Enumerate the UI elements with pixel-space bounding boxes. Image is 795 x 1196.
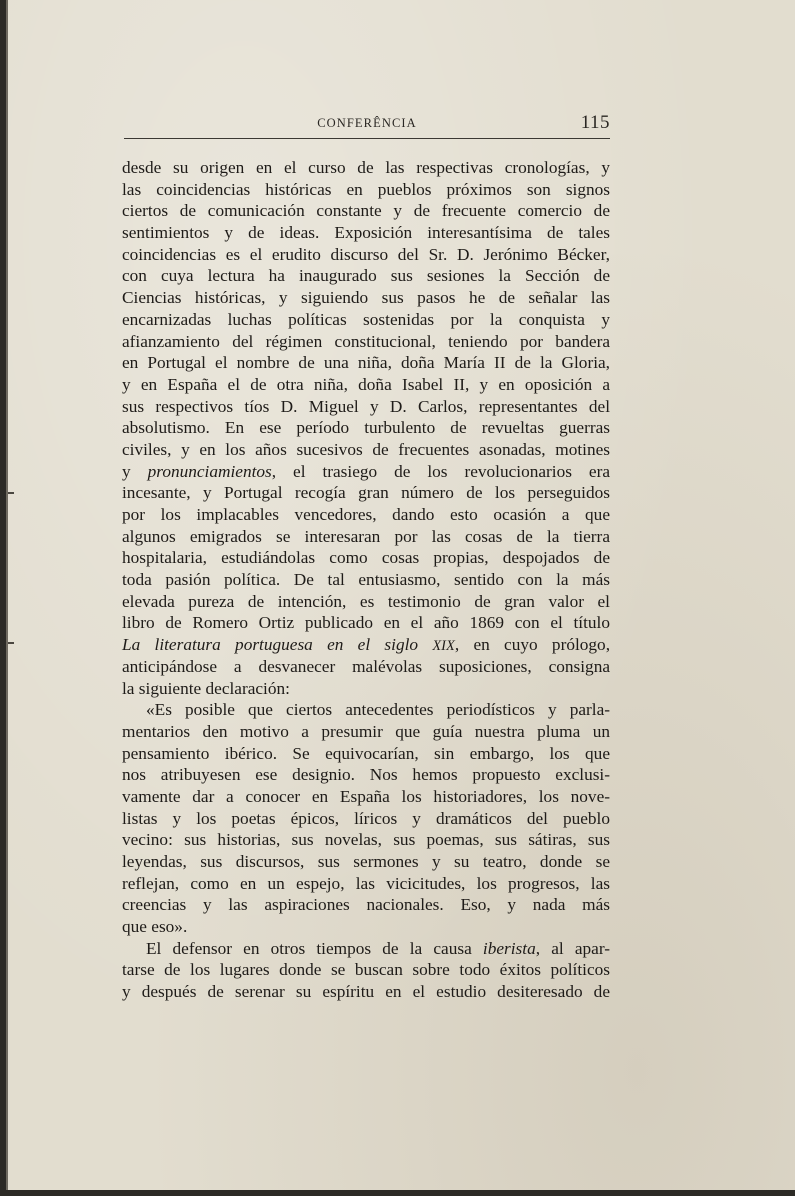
text-line: Ciencias históricas, y siguiendo sus pasos he de señalar las — [122, 288, 610, 308]
text-line: coincidencias es el erudito discurso del Sr. D. Jerónimo Bécker, — [122, 244, 610, 264]
quote-line: «Es posible que ciertos antecedentes periodísticos y parla- — [146, 700, 610, 720]
text-line: civiles, y en los años sucesivos de frecuentes asonadas, motines — [122, 439, 610, 459]
text-run: El defensor en otros tiempos de la causa — [146, 938, 483, 958]
quote-line: vamente dar a conocer en España los historiadores, los nove- — [122, 786, 610, 806]
text-line: en Portugal el nombre de una niña, doña María II de la Gloria, — [122, 353, 610, 373]
italic-term: pronunciamientos — [147, 461, 272, 481]
text-line — [122, 461, 610, 483]
quote-line: pensamiento ibérico. Se equivocarían, sin embargo, los que — [122, 743, 610, 763]
text-line: libro de Romero Ortiz publicado en el año 1869 con el título — [122, 613, 610, 633]
text-line: toda pasión política. De tal entusiasmo, sentido con la más — [122, 570, 610, 590]
text-line: por los implacables vencedores, dando esto ocasión a que — [122, 505, 610, 524]
quote-line: mentarios den motivo a presumir que guía nuestra pluma un — [122, 721, 610, 741]
text-line: sus respectivos tíos D. Miguel y D. Carlos, representantes del — [122, 396, 610, 416]
quote-line: creencias y las aspiraciones nacionales. Eso, y nada más — [122, 895, 610, 915]
quote-line: nos atribuyesen ese designio. Nos hemos propuesto exclusi- — [122, 765, 610, 785]
quote-line: vecino: sus historias, sus novelas, sus poemas, sus sátiras, sus — [122, 830, 610, 850]
quote-line: que eso». — [122, 917, 188, 937]
text-line: desde su origen en el curso de las respectivas cronologías, y — [122, 158, 610, 177]
text-line: afianzamiento del régimen constitucional, teniendo por bandera — [122, 331, 610, 351]
running-header — [124, 112, 610, 139]
text-line — [122, 634, 610, 656]
text-run: , en cuyo prólogo, — [454, 635, 611, 655]
text-line: y después de serenar su espíritu en el estudio desiteresado de — [122, 982, 610, 1002]
text-line: las coincidencias históricas en pueblos próximos son signos — [122, 179, 610, 199]
text-line: ciertos de comunicación constante y de frecuente comercio de — [122, 201, 610, 221]
text-line: con cuya lectura ha inaugurado sus sesiones la Sección de — [122, 266, 610, 286]
text-line: hospitalaria, estudiándolas como cosas propias, despojados de — [122, 548, 610, 568]
text-line: sentimientos y de ideas. Exposición interesantísima de tales — [122, 223, 610, 243]
book-title: La literatura portuguesa en el siglo — [122, 635, 433, 655]
quote-line: leyendas, sus discursos, sus sermones y su teatro, donde se — [122, 852, 610, 871]
scan-bottom-edge — [0, 1190, 795, 1196]
century-numeral: XIX — [432, 638, 455, 655]
italic-term: iberista — [482, 938, 536, 958]
quote-line: listas y los poetas épicos, líricos y dramáticos del pueblo — [122, 808, 610, 828]
text-line: algunos emigrados se interesaran por las cosas de la tierra — [122, 526, 610, 546]
text-line: y en España el de otra niña, doña Isabel II, y en oposición a — [122, 374, 610, 394]
text-run: y — [122, 461, 148, 481]
text-run: , el trasiego de los revolucionarios era — [271, 461, 610, 481]
margin-tick-mark — [8, 642, 14, 644]
quote-line: reflejan, como en un espejo, las vicicitudes, los progresos, las — [122, 873, 610, 893]
text-line: la siguiente declaración: — [122, 678, 290, 698]
page-number: 115 — [580, 112, 610, 133]
text-line: tarse de los lugares donde se buscan sobre todo éxitos políticos — [122, 960, 610, 980]
text-run: , al apar- — [535, 938, 610, 958]
text-line: anticipándose a desvanecer malévolas suposiciones, consigna — [122, 656, 610, 676]
text-line: incesante, y Portugal recogía gran número de los perseguidos — [122, 483, 610, 503]
running-header-title: CONFERÊNCIA — [317, 116, 417, 130]
body-text — [122, 157, 610, 1003]
text-line: absolutismo. En ese período turbulento de revueltas guerras — [122, 418, 610, 438]
text-line — [122, 938, 610, 960]
text-line: encarnizadas luchas políticas sostenidas por la conquista y — [122, 309, 610, 329]
text-line: elevada pureza de intención, es testimonio de gran valor el — [122, 591, 610, 611]
margin-tick-mark — [8, 492, 14, 494]
